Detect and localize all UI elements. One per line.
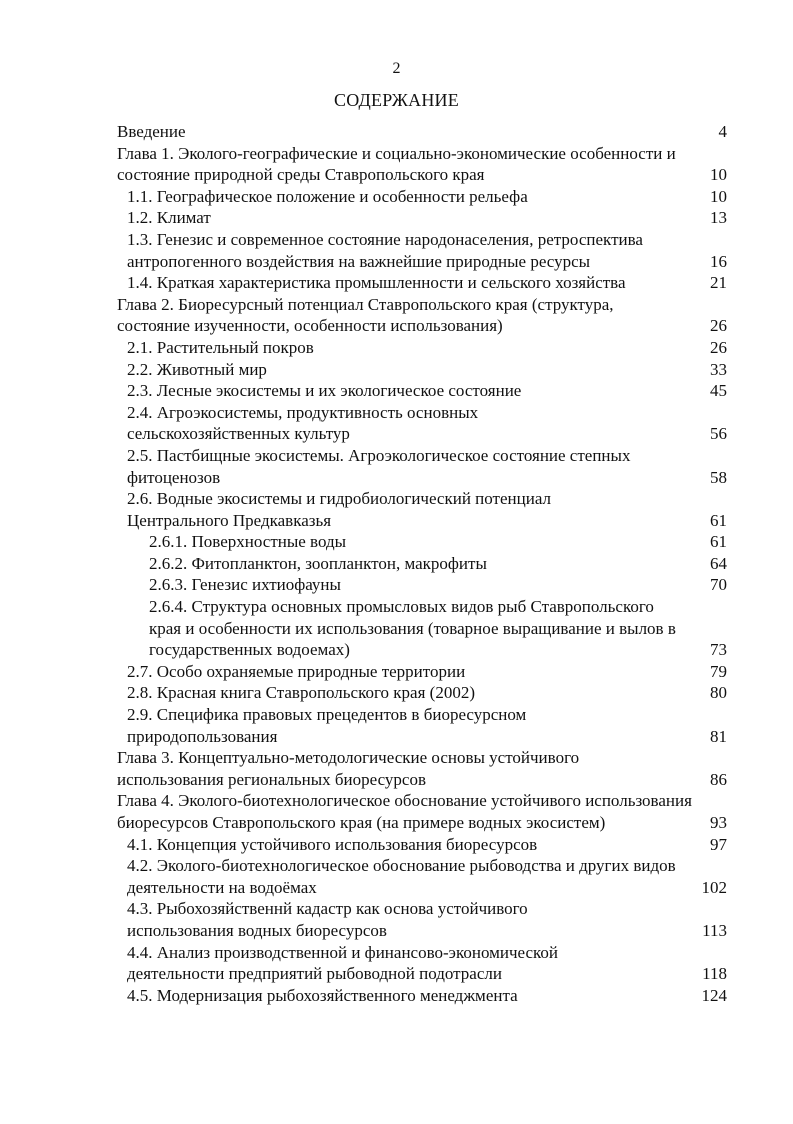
toc-entry-text: 2.6.4. Структура основных промысловых видов рыб Ставропольского края и особенности их использования (товарное выращивание и вылов в государственных водоемах) xyxy=(149,597,676,660)
toc-entry-page: 81 xyxy=(710,726,727,746)
toc-entry-text: Введение xyxy=(117,122,186,141)
toc-entry-section-1-4 xyxy=(117,272,727,294)
toc-entry-section-1-1 xyxy=(117,186,727,208)
toc-entry-page: 80 xyxy=(710,683,727,703)
toc-entry-introduction xyxy=(117,121,727,143)
toc-entry-text: 2.6.2. Фитопланктон, зоопланктон, макрофиты xyxy=(149,553,487,573)
toc-entry-chapter-3 xyxy=(117,747,727,790)
toc-entry-text: 1.4. Краткая характеристика промышленности и сельского хозяйства xyxy=(127,273,626,293)
toc-entry-page: 26 xyxy=(710,316,727,336)
toc-entry-text: Глава 3. Концептуально-методологические основы устойчивого использования региональных биоресурсов xyxy=(117,748,580,789)
toc-entry-text: 2.1. Растительный покров xyxy=(127,337,314,357)
toc-entry-page: 97 xyxy=(710,834,727,854)
toc-entry-section-1-2 xyxy=(117,207,727,229)
toc-entry-text: 2.8. Красная книга Ставропольского края (2002) xyxy=(127,683,475,703)
toc-entry-text: 1.3. Генезис и современное состояние народонаселения, ретроспектива антропогенного воздействия на важнейшие природные ресурсы xyxy=(127,229,643,271)
toc-entry-page: 113 xyxy=(702,920,727,940)
toc-entry-text: 4.2. Эколого-биотехнологическое обоснование рыбоводства и других видов деятельности на водоёмах xyxy=(127,856,676,897)
toc-entry-page: 16 xyxy=(710,251,727,271)
toc-entry-text: 2.9. Специфика правовых прецедентов в биоресурсном природопользования xyxy=(127,705,527,746)
toc-entry-page: 10 xyxy=(710,165,727,185)
toc-entry-page: 93 xyxy=(710,813,727,832)
toc-entry-section-2-3 xyxy=(117,380,727,402)
toc-entry-section-2-9 xyxy=(117,704,727,747)
toc-entry-text: 2.3. Лесные экосистемы и их экологическое состояние xyxy=(127,381,522,401)
page-title: СОДЕРЖАНИЕ xyxy=(334,90,459,110)
toc-entry-section-2-8 xyxy=(117,682,727,704)
toc-entry-page: 13 xyxy=(710,208,727,228)
toc-entry-text: Глава 2. Биоресурсный потенциал Ставропольского края (структура, состояние изученности, особенности использования) xyxy=(117,294,614,336)
toc-entry-page: 124 xyxy=(701,985,727,1005)
toc-entry-text: 2.2. Животный мир xyxy=(127,359,267,379)
toc-entry-text: 4.4. Анализ производственной и финансово-экономической деятельности предприятий рыбоводной подотрасли xyxy=(127,942,559,984)
toc-entry-section-4-4 xyxy=(117,942,727,985)
toc-entry-section-2-6 xyxy=(117,488,727,531)
toc-entry-text: 1.1. Географическое положение и особенности рельефа xyxy=(127,186,528,206)
toc-entry-page: 4 xyxy=(718,122,727,141)
toc-entry-page: 118 xyxy=(702,964,727,984)
toc-entry-section-2-6-3 xyxy=(117,574,727,596)
toc-entry-text: 2.6.1. Поверхностные воды xyxy=(149,532,347,552)
toc-entry-page: 73 xyxy=(710,640,727,660)
toc-entry-section-2-6-2 xyxy=(117,553,727,575)
table-of-contents xyxy=(117,121,727,1006)
toc-entry-text: 1.2. Климат xyxy=(127,208,211,228)
toc-entry-page: 56 xyxy=(710,424,727,444)
toc-entry-page: 70 xyxy=(710,575,727,595)
toc-entry-section-2-4 xyxy=(117,402,727,445)
toc-entry-section-4-2 xyxy=(117,855,727,898)
toc-entry-section-2-6-4 xyxy=(117,596,727,661)
toc-entry-text: 2.6. Водные экосистемы и гидробиологический потенциал Центрального Предкавказья xyxy=(127,489,552,530)
toc-entry-text: 4.1. Концепция устойчивого использования биоресурсов xyxy=(127,834,538,854)
toc-entry-text: 4.5. Модернизация рыбохозяйственного менеджмента xyxy=(127,985,518,1005)
page-number: 2 xyxy=(392,60,401,77)
toc-entry-text: 2.5. Пастбищные экосистемы. Агроэкологическое состояние степных фитоценозов xyxy=(127,445,631,487)
toc-entry-text: Глава 1. Эколого-географические и социально-экономические особенности и состояние природной среды Ставропольского края xyxy=(117,143,676,185)
toc-entry-text: 2.7. Особо охраняемые природные территории xyxy=(127,661,466,681)
toc-entry-text: 4.3. Рыбохозяйственнй кадастр как основа устойчивого использования водных биоресурсов xyxy=(127,899,528,940)
toc-entry-text: 2.4. Агроэкосистемы, продуктивность основных сельскохозяйственных культур xyxy=(127,402,479,444)
toc-entry-section-1-3 xyxy=(117,229,727,272)
toc-entry-page: 45 xyxy=(710,381,727,401)
toc-entry-chapter-2 xyxy=(117,294,727,337)
toc-entry-section-4-3 xyxy=(117,898,727,941)
toc-entry-section-2-6-1 xyxy=(117,531,727,553)
toc-entry-section-2-7 xyxy=(117,661,727,683)
toc-entry-chapter-4 xyxy=(117,790,727,833)
toc-entry-page: 86 xyxy=(710,769,727,789)
toc-entry-text: Глава 4. Эколого-биотехнологическое обоснование устойчивого использования биоресурсов Ставропольского края (на примере водных экосистем) xyxy=(117,791,692,832)
toc-entry-section-4-5 xyxy=(117,985,727,1007)
toc-entry-page: 61 xyxy=(710,510,727,530)
toc-entry-chapter-1 xyxy=(117,143,727,186)
toc-entry-section-2-5 xyxy=(117,445,727,488)
toc-entry-page: 10 xyxy=(710,186,727,206)
toc-entry-page: 64 xyxy=(710,553,727,573)
toc-entry-page: 58 xyxy=(710,467,727,487)
toc-entry-page: 102 xyxy=(701,877,727,897)
toc-entry-text: 2.6.3. Генезис ихтиофауны xyxy=(149,575,341,595)
toc-entry-section-4-1 xyxy=(117,834,727,856)
toc-entry-page: 21 xyxy=(710,273,727,293)
toc-entry-page: 26 xyxy=(710,337,727,357)
toc-entry-section-2-1 xyxy=(117,337,727,359)
toc-entry-section-2-2 xyxy=(117,359,727,381)
toc-entry-page: 33 xyxy=(710,359,727,379)
toc-entry-page: 61 xyxy=(710,532,727,552)
toc-entry-page: 79 xyxy=(710,661,727,681)
